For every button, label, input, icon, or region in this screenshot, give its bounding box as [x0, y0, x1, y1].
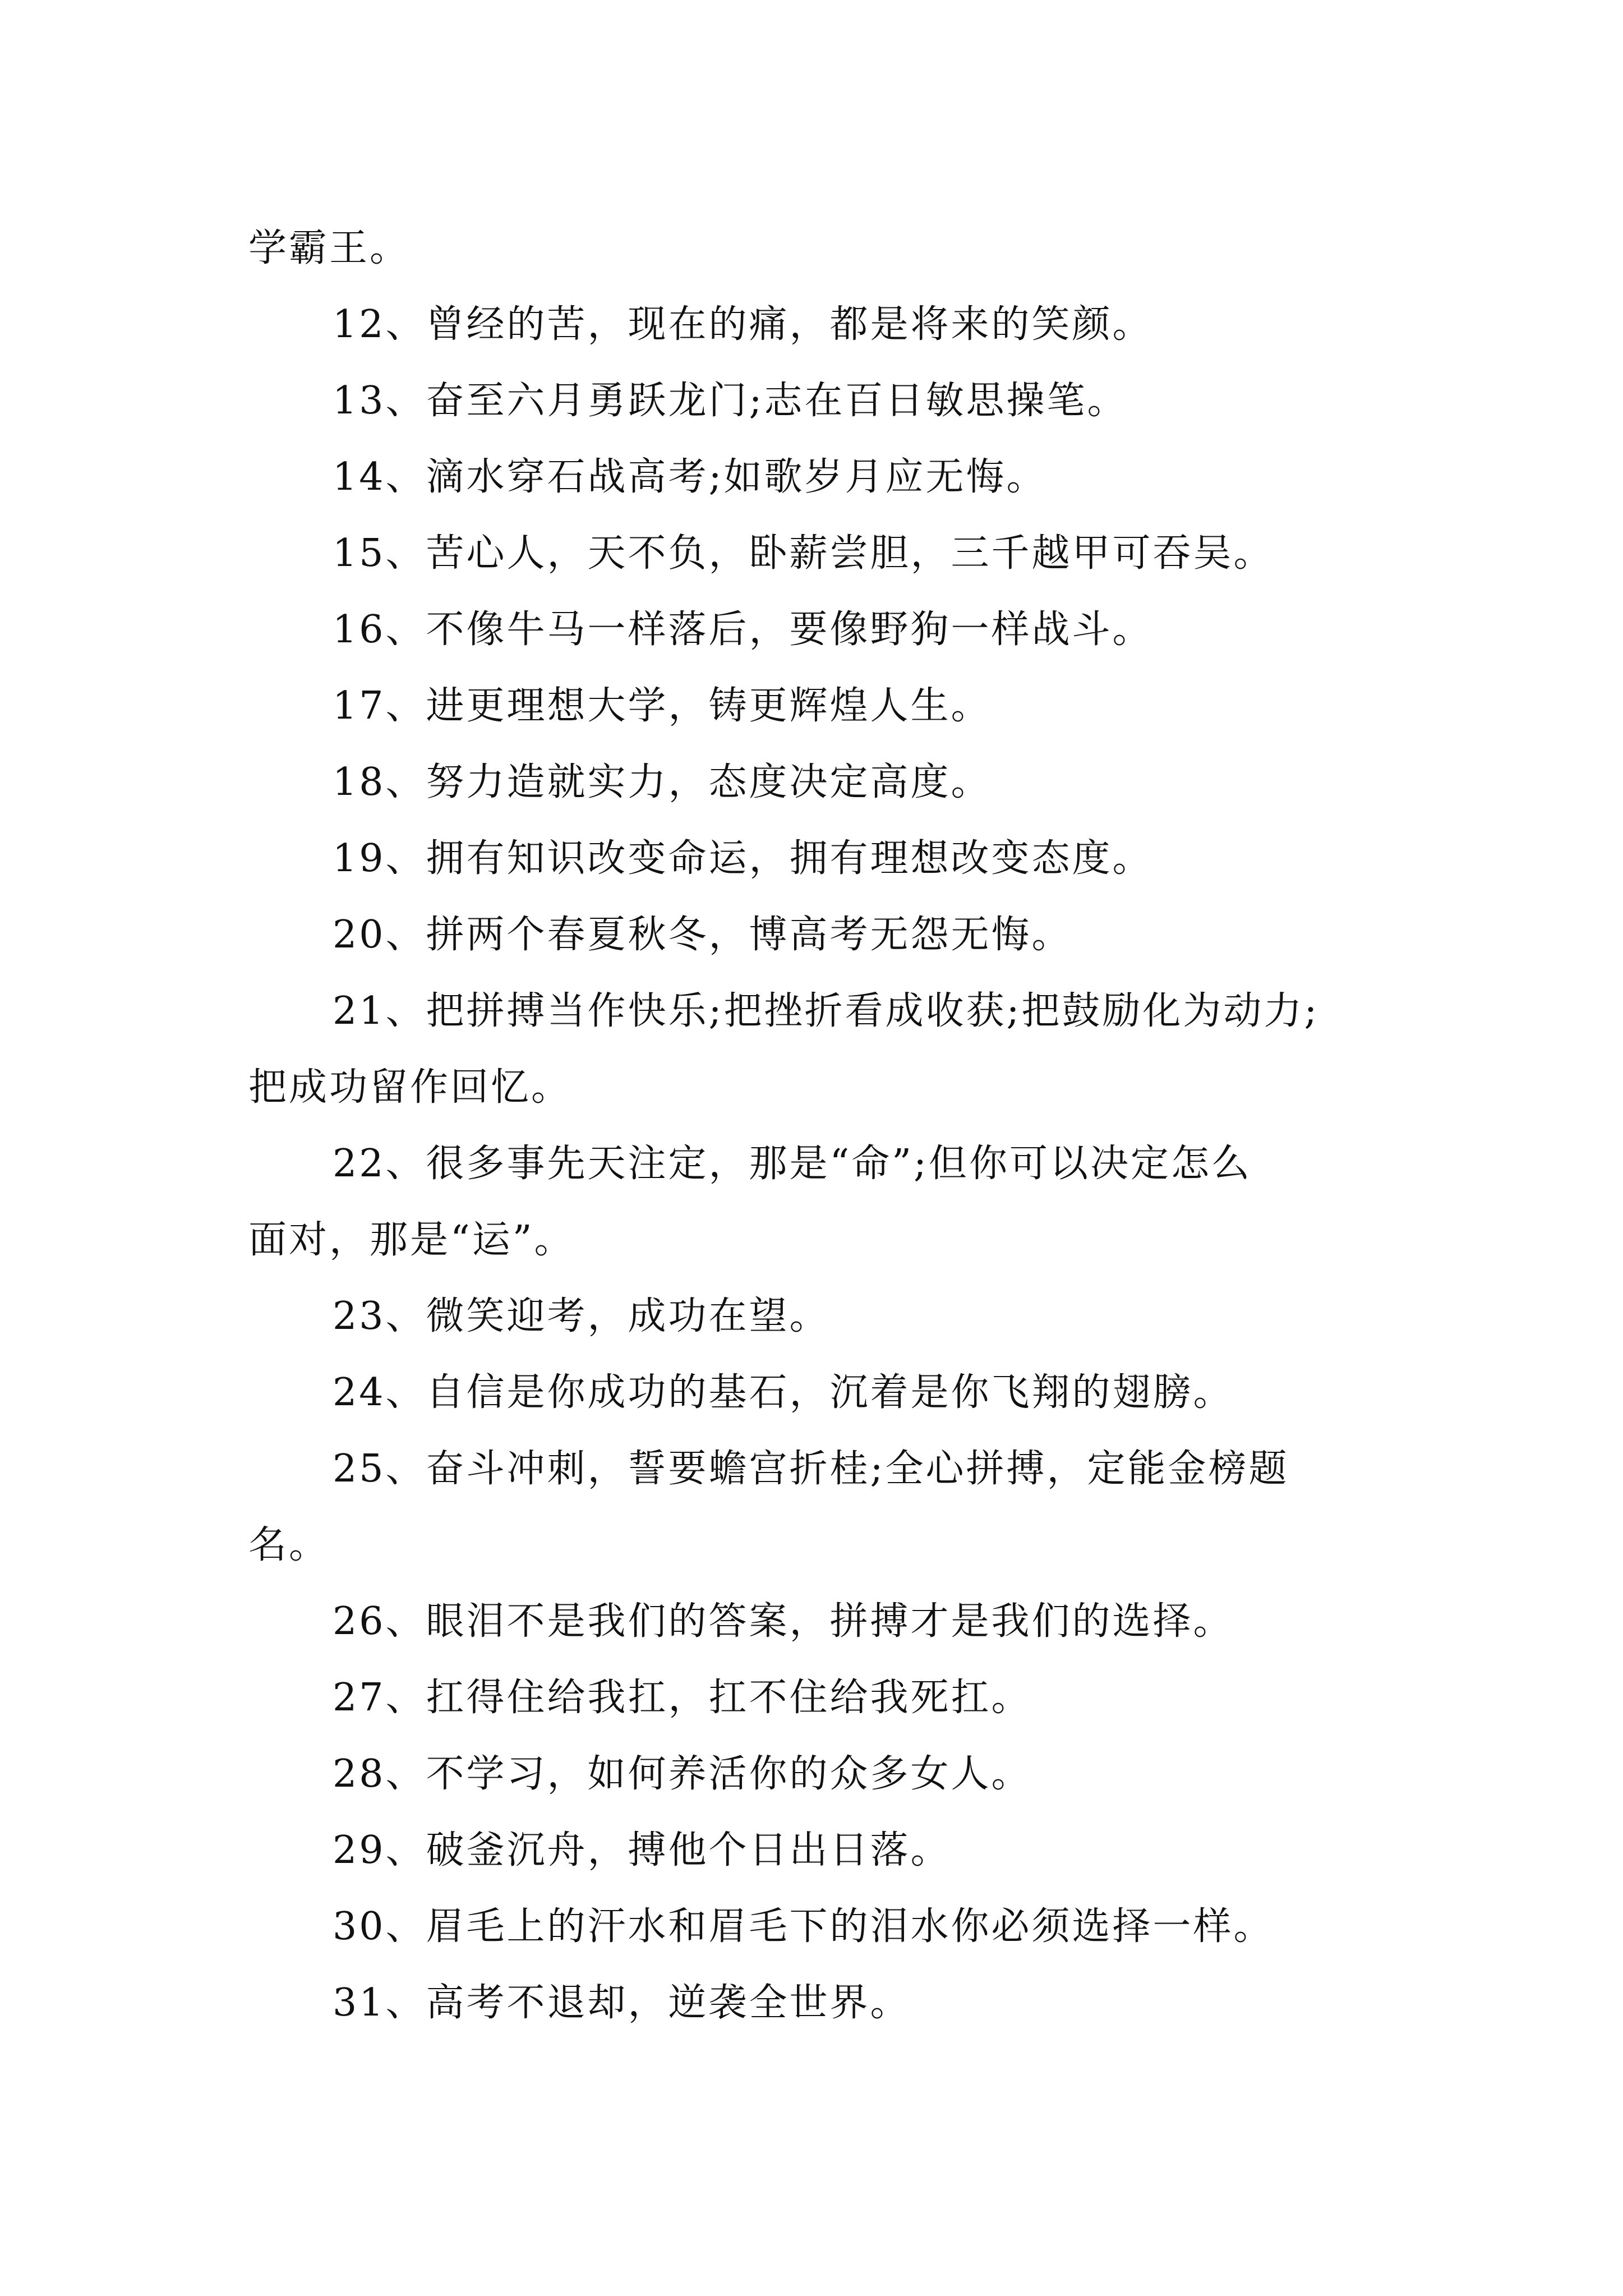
- text-line: 18、努力造就实力，态度决定高度。: [333, 760, 992, 804]
- text-line: 15、苦心人，天不负，卧薪尝胆，三千越甲可吞吴。: [333, 531, 1274, 576]
- text-line: 30、眉毛上的汗水和眉毛下的泪水你必须选择一样。: [333, 1904, 1274, 1949]
- text-line: 17、进更理想大学，铸更辉煌人生。: [333, 684, 992, 728]
- document-body: [248, 210, 1393, 2041]
- text-line: 13、奋至六月勇跃龙门;志在百日敏思操笔。: [333, 379, 1128, 423]
- text-line: 学霸王。: [248, 226, 411, 270]
- text-line: 31、高考不退却，逆袭全世界。: [333, 1981, 911, 2025]
- text-line: 19、拥有知识改变命运，拥有理想改变态度。: [333, 836, 1153, 881]
- text-line: 28、不学习，如何养活你的众多女人。: [333, 1752, 1032, 1796]
- text-line: 24、自信是你成功的基石，沉着是你飞翔的翅膀。: [333, 1370, 1234, 1415]
- text-line: 25、奋斗冲刺，誓要蟾宫折桂;全心拼搏，定能金榜题: [333, 1447, 1289, 1491]
- text-line: 16、不像牛马一样落后，要像野狗一样战斗。: [333, 608, 1153, 652]
- text-line: 22、很多事先天注定，那是“命”;但你可以决定怎么: [333, 1142, 1252, 1186]
- text-line: 29、破釜沉舟，搏他个日出日落。: [333, 1828, 951, 1872]
- text-line: 26、眼泪不是我们的答案，拼搏才是我们的选择。: [333, 1599, 1234, 1644]
- text-line: 27、扛得住给我扛，扛不住给我死扛。: [333, 1676, 1032, 1720]
- text-line: 面对，那是“运”。: [248, 1218, 575, 1262]
- text-line: 20、拼两个春夏秋冬，博高考无怨无悔。: [333, 913, 1072, 957]
- text-line: 名。: [248, 1523, 330, 1567]
- text-line: 把成功留作回忆。: [248, 1065, 572, 1110]
- text-line: 21、把拼搏当作快乐;把挫折看成收获;把鼓励化为动力;: [333, 989, 1320, 1033]
- text-line: 23、微笑迎考，成功在望。: [333, 1294, 830, 1338]
- text-line: 12、曾经的苦，现在的痛，都是将来的笑颜。: [333, 302, 1153, 347]
- text-line: 14、滴水穿石战高考;如歌岁月应无悔。: [333, 455, 1047, 499]
